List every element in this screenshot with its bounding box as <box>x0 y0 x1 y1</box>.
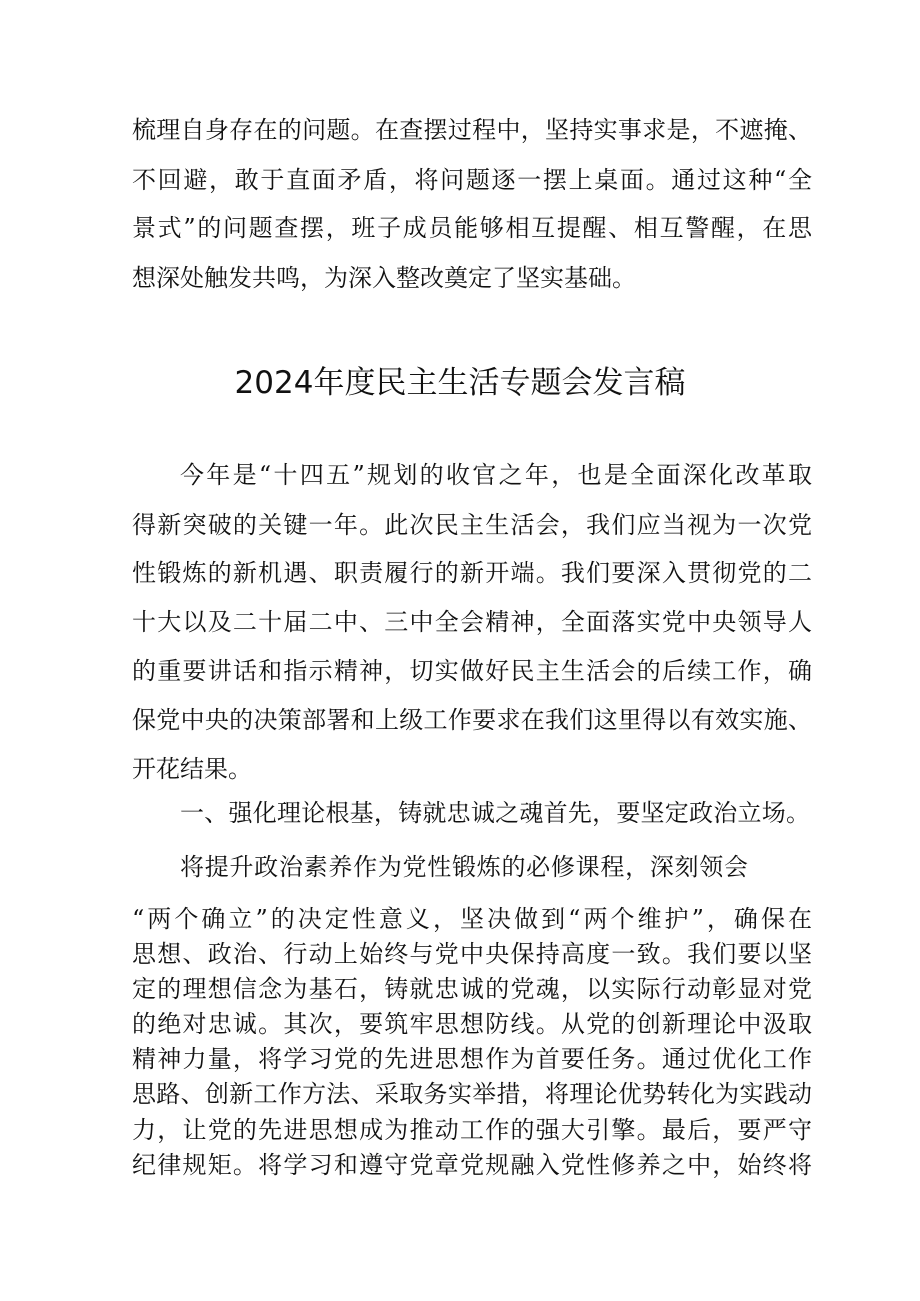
document-title: 2024年度民主生活专题会发言稿 <box>234 365 686 401</box>
section-heading: 一、强化理论根基，铸就忠诚之魂首先，要坚定政治立场。 <box>180 799 810 827</box>
text-line: 的重要讲话和指示精神，切实做好民主生活会的后续工作，确 <box>132 657 812 685</box>
text-line: 定的理想信念为基石，铸就忠诚的党魂，以实际行动彰显对党 <box>132 975 812 1003</box>
text-line: 思路、创新工作方法、采取务实举措，将理论优势转化为实践动 <box>132 1080 812 1108</box>
text-line: 景式”的问题查摆，班子成员能够相互提醒、相互警醒，在思 <box>132 214 812 242</box>
text-line: 开花结果。 <box>132 755 252 783</box>
text-line: 今年是“十四五”规划的收官之年，也是全面深化改革取 <box>180 461 812 489</box>
text-line: 不回避，敢于直面矛盾，将问题逐一摆上桌面。通过这种“全 <box>132 166 812 194</box>
text-line: “两个确立”的决定性意义，坚决做到“两个维护”，确保在 <box>132 905 812 933</box>
section-lead: 将提升政治素养作为党性锻炼的必修课程，深刻领会 <box>180 853 748 881</box>
text-line: 保党中央的决策部署和上级工作要求在我们这里得以有效实施、 <box>132 706 812 734</box>
text-line: 纪律规矩。将学习和遵守党章党规融入党性修养之中，始终将 <box>132 1151 812 1179</box>
text-line: 十大以及二十届二中、三中全会精神，全面落实党中央领导人 <box>132 608 812 636</box>
text-line: 精神力量，将学习党的先进思想作为首要任务。通过优化工作 <box>132 1045 812 1073</box>
text-line: 想深处触发共鸣，为深入整改奠定了坚实基础。 <box>132 264 636 292</box>
text-line: 得新突破的关键一年。此次民主生活会，我们应当视为一次党 <box>132 511 812 539</box>
text-line: 思想、政治、行动上始终与党中央保持高度一致。我们要以坚 <box>132 940 812 968</box>
text-line: 梳理自身存在的问题。在查摆过程中，坚持实事求是，不遮掩、 <box>132 116 812 144</box>
text-line: 力，让党的先进思想成为推动工作的强大引擎。最后，要严守 <box>132 1116 812 1144</box>
text-line: 性锻炼的新机遇、职责履行的新开端。我们要深入贯彻党的二 <box>132 559 812 587</box>
text-line: 的绝对忠诚。其次，要筑牢思想防线。从党的创新理论中汲取 <box>132 1010 812 1038</box>
